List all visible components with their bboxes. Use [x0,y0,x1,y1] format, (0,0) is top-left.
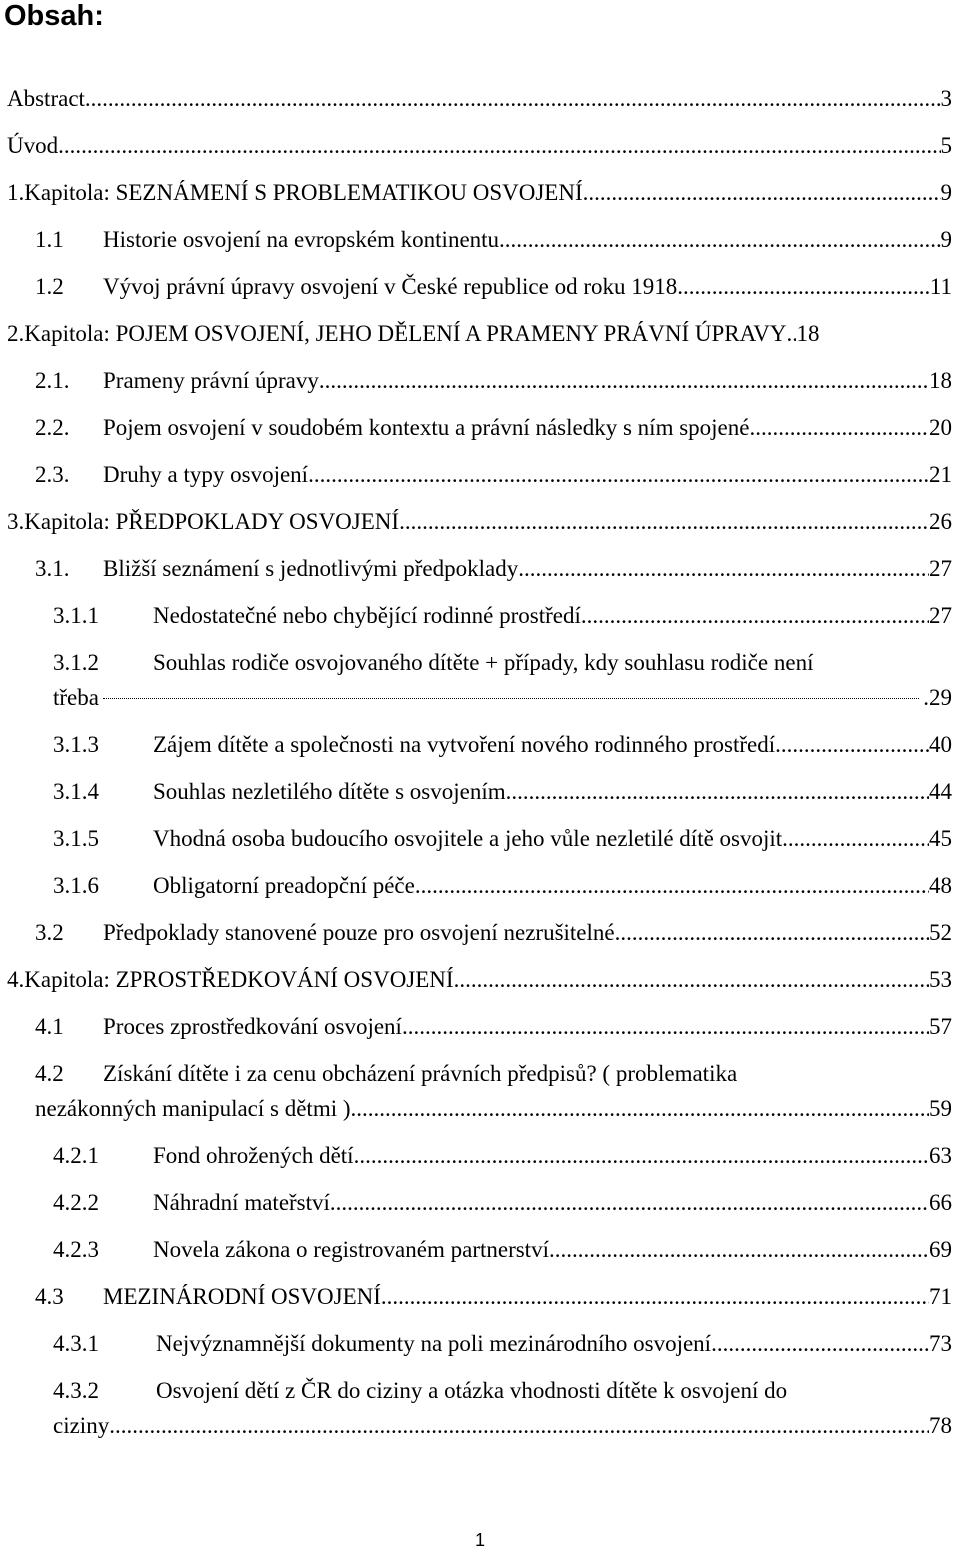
toc-entry-page: 44 [929,779,952,804]
toc-entry-page: 21 [929,462,952,487]
toc-entry-title: Získání dítěte i za cenu obcházení právních předpisů? ( problematika [103,1061,738,1086]
toc-entry-page: 48 [929,873,952,898]
toc-entry-page: 18 [796,321,820,346]
toc-leader-dots [109,1411,929,1441]
toc-entry-number: 4.2.1 [53,1143,99,1168]
toc-entry-title: Bližší seznámení s jednotlivými předpoklady [103,556,519,581]
toc-leader-dots [354,1141,929,1171]
toc-leader-dots [58,131,940,161]
toc-leader-dots [549,1235,929,1265]
toc-entry-4-3-2-continuation[interactable] [53,1411,952,1441]
toc-entry-page: 26 [929,509,952,534]
toc-entry-page: 66 [929,1190,952,1215]
toc-entry-number: 2.2. [35,415,70,440]
toc-leader-dots [782,824,929,854]
toc-entry-chapter-4[interactable] [7,965,952,995]
toc-entry-title-continuation: třeba [53,685,99,710]
toc-leader-dots [518,554,929,584]
toc-entry-3-1-3[interactable] [53,730,952,760]
toc-entry-title: Zájem dítěte a společnosti na vytvoření nového rodinného prostředí [153,732,776,757]
toc-entry-page: 53 [929,967,952,992]
toc-entry-number: 4.3 [35,1284,64,1309]
toc-entry-number: 3.1. [35,556,70,581]
toc-leader-dots [677,272,930,302]
toc-entry-page: 71 [929,1284,952,1309]
toc-entry-page: 40 [929,732,952,757]
toc-entry-title: Abstract [7,86,85,111]
toc-entry-1-1[interactable] [35,225,952,255]
toc-entry-page: 69 [929,1237,952,1262]
toc-entry-3-1-2-continuation[interactable] [53,683,952,713]
toc-leader-dots [711,1329,929,1359]
toc-entry-page: 9 [940,180,952,205]
toc-entry-2-3[interactable] [35,460,952,490]
toc-entry-3-1-1[interactable] [53,601,952,631]
toc-leader-dots [103,697,919,699]
toc-entry-number: 2. [7,321,25,346]
toc-entry-number: 4.1 [35,1014,64,1039]
toc-entry-page: 20 [929,415,952,440]
toc-entry-title: Úvod [7,133,59,158]
toc-entry-number: 4.2.3 [53,1237,99,1262]
toc-entry-title: Prameny právní úpravy [103,368,319,393]
toc-entry-page: 52 [929,920,952,945]
toc-entry-4-2[interactable] [35,1059,737,1089]
toc-entry-4-2-continuation[interactable] [35,1094,952,1124]
toc-leader-dots [351,1094,929,1124]
toc-entry-3-1[interactable] [35,554,952,584]
toc-entry-number: 1. [7,180,25,205]
toc-entry-title: Druhy a typy osvojení [103,462,309,487]
toc-entry-title: Fond ohrožených dětí [153,1143,354,1168]
toc-entry-number: 3.1.1 [53,603,99,628]
toc-entry-number: 4.2.2 [53,1190,99,1215]
toc-entry-title: Náhradní mateřství [153,1190,330,1215]
toc-entry-title: Kapitola: PŘEDPOKLADY OSVOJENÍ [24,509,400,534]
toc-leader-dots [749,413,929,443]
toc-leader-dots [85,84,941,114]
toc-entry-2-2[interactable] [35,413,952,443]
toc-entry-number: 4.3.2 [53,1378,99,1403]
toc-leader-dots [499,225,940,255]
toc-entry-page: 27 [929,556,952,581]
toc-leader-dots [615,918,929,948]
toc-entry-page: 73 [929,1331,952,1356]
toc-entry-2-1[interactable] [35,366,952,396]
toc-entry-number: 4.3.1 [53,1331,99,1356]
toc-entry-title: Novela zákona o registrovaném partnerství [153,1237,549,1262]
toc-entry-title: Nedostatečné nebo chybějící rodinné prostředí [153,603,581,628]
toc-entry-title: Obligatorní preadopční péče [153,873,415,898]
toc-entry-number: 4. [7,967,25,992]
toc-entry-4-2-3[interactable] [53,1235,952,1265]
toc-entry-number: 3. [7,509,25,534]
toc-entry-number: 3.1.3 [53,732,99,757]
toc-leader-dots [506,777,929,807]
toc-entry-title: Souhlas rodiče osvojovaného dítěte + případy, kdy souhlasu rodiče není [153,650,814,675]
toc-entry-title: Kapitola: ZPROSTŘEDKOVÁNÍ OSVOJENÍ [24,967,454,992]
toc-entry-page: 78 [929,1413,952,1438]
toc-entry-page: 27 [929,603,952,628]
toc-entry-title: Souhlas nezletilého dítěte s osvojením [153,779,506,804]
toc-entry-4-2-2[interactable] [53,1188,952,1218]
toc-entry-4-3-1[interactable] [53,1329,952,1359]
page-number: 1 [474,1530,485,1550]
toc-entry-title: Kapitola: POJEM OSVOJENÍ, JEHO DĚLENÍ A PRAMENY PRÁVNÍ ÚPRAVY [24,321,787,346]
toc-leader-dots [415,871,929,901]
toc-entry-title: Historie osvojení na evropském kontinentu [103,227,500,252]
toc-entry-4-3[interactable] [35,1282,952,1312]
toc-entry-title: Nejvýznamnější dokumenty na poli mezinárodního osvojení [156,1331,712,1356]
toc-leader-dots [402,1012,929,1042]
toc-entry-page: 3 [940,86,952,111]
toc-entry-number: 1.1 [35,227,64,252]
toc-leader-dots [454,965,929,995]
toc-entry-page: 63 [929,1143,952,1168]
toc-entry-number: 2.1. [35,368,70,393]
toc-entry-title-continuation: ciziny [53,1413,110,1438]
toc-leader-dots [399,507,929,537]
toc-entry-title: MEZINÁRODNÍ OSVOJENÍ [103,1284,381,1309]
toc-entry-chapter-1[interactable] [7,178,952,208]
toc-entry-page: 9 [940,227,952,252]
toc-entry-number: 4.2 [35,1061,64,1086]
toc-entry-number: 3.1.2 [53,650,99,675]
toc-leader-dots [583,178,941,208]
toc-entry-number: 3.1.6 [53,873,99,898]
toc-entry-title-continuation: nezákonných manipulací s dětmi ) [35,1096,351,1121]
toc-leader-dots [319,366,929,396]
toc-entry-title: Vývoj právní úpravy osvojení v České republice od roku 1918 [103,274,678,299]
toc-entry-title: Osvojení dětí z ČR do ciziny a otázka vhodnosti dítěte k osvojení do [156,1378,788,1403]
toc-entry-3-2[interactable] [35,918,952,948]
toc-entry-abstract[interactable] [7,84,952,114]
toc-entry-number: 3.1.4 [53,779,99,804]
toc-entry-chapter-3[interactable] [7,507,952,537]
toc-entry-page: 59 [929,1096,952,1121]
toc-entry-number: 3.1.5 [53,826,99,851]
toc-entry-number: 2.3. [35,462,70,487]
toc-leader-dots [786,319,796,349]
toc-entry-title: Vhodná osoba budoucího osvojitele a jeho vůle nezletilé dítě osvojit [153,826,783,851]
toc-leader-dots [775,730,929,760]
toc-leader-dots [581,601,929,631]
toc-entry-title: Proces zprostředkování osvojení [103,1014,402,1039]
toc-entry-number: 3.2 [35,920,64,945]
toc-entry-3-1-6[interactable] [53,871,952,901]
toc-entry-4-3-2[interactable] [53,1376,787,1406]
toc-entry-3-1-4[interactable] [53,777,952,807]
toc-entry-page: .29 [923,685,952,710]
toc-heading: Obsah: [4,0,104,32]
toc-entry-number: 1.2 [35,274,64,299]
toc-entry-uvod[interactable] [7,131,952,161]
toc-entry-title: Pojem osvojení v soudobém kontextu a právní následky s ním spojené [103,415,750,440]
toc-entry-1-2[interactable] [35,272,952,302]
toc-entry-4-1[interactable] [35,1012,952,1042]
toc-entry-3-1-2[interactable] [53,648,813,678]
toc-entry-title: Kapitola: SEZNÁMENÍ S PROBLEMATIKOU OSVOJENÍ [24,180,583,205]
toc-entry-page: 18 [929,368,952,393]
toc-entry-chapter-2[interactable] [7,319,952,349]
toc-leader-dots [381,1282,929,1312]
toc-leader-dots [308,460,929,490]
toc-entry-page: 57 [929,1014,952,1039]
toc-entry-4-2-1[interactable] [53,1141,952,1171]
toc-leader-dots [330,1188,929,1218]
toc-entry-page: 11 [929,274,952,299]
toc-entry-page: 45 [929,826,952,851]
toc-entry-3-1-5[interactable] [53,824,952,854]
toc-entry-title: Předpoklady stanovené pouze pro osvojení nezrušitelné [103,920,615,945]
toc-entry-page: 5 [940,133,952,158]
